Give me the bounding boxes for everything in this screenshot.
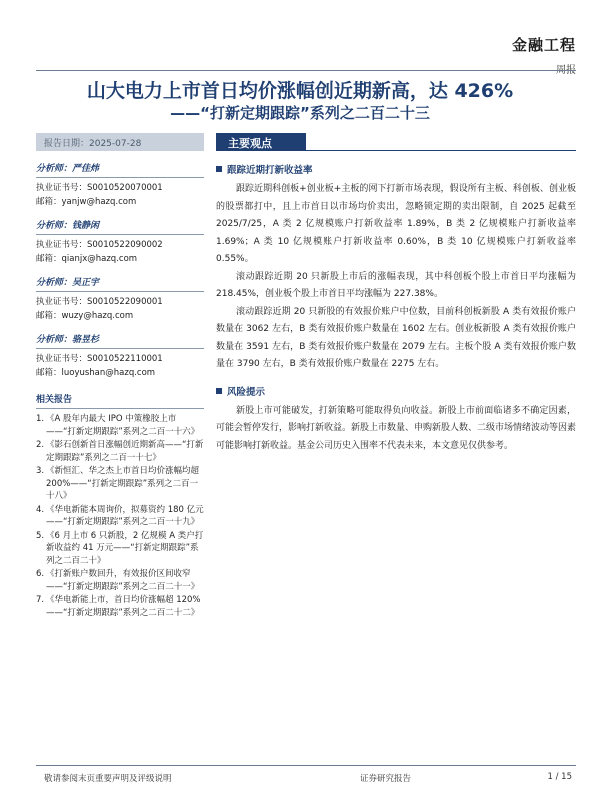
related-report-number: 1. <box>36 414 45 424</box>
body-paragraph: 新股上市可能破发，打新策略可能取得负向收益。新股上市前面临诸多不确定因素，可能会暂停发行，影响打新收益。新股上市数量、申购新股人数、二级市场情绪波动等因素可能影响打新收益。基金公司历史入围率不代表未来，本文意见仅供参考。 <box>216 405 577 451</box>
related-reports-list <box>36 413 204 619</box>
section-heading <box>216 384 576 398</box>
related-report-number: 3. <box>36 466 45 476</box>
related-report-text: 《6 月上市 6 只新股，2 亿规模 A 类户打新收益约 41 万元——“打新定期跟踪”系列之二百二十》 <box>46 530 204 566</box>
page-number: 1 / 15 <box>547 772 572 782</box>
analyst-name: 分析师：严佳炜 <box>36 158 204 178</box>
body-paragraph: 跟踪近期科创板+创业板+主板的网下打新市场表现，假设所有主板、科创板、创业板的股票都打中，且上市首日以市场均价卖出，忽略锁定期的卖出限制，自 2025 起截至 2025/7/25，A 类 2 亿规模账户打新收益率 1.89%，B 类 2 亿规模账户打新收益率 1.69%；A 类 10 亿规模账户打新收益率 0.60%，B 类 10 亿规模账户打新收益率 0.55%。 <box>216 184 576 264</box>
related-report-text: 《华电新能本周询价，拟募资约 180 亿元——“打新定期跟踪”系列之二百一十九》 <box>46 504 204 527</box>
related-report-item[interactable] <box>36 568 204 593</box>
report-date: 报告日期：2025-07-28 <box>36 133 204 151</box>
top-divider <box>36 70 576 71</box>
footer-disclaimer: 敬请参阅末页重要声明及评级说明 <box>44 774 172 784</box>
main-content <box>216 162 576 455</box>
related-report-text: 《A 股年内最大 IPO 中策橡胶上市——“打新定期跟踪”系列之二百一十六》 <box>46 414 200 437</box>
related-report-item[interactable] <box>36 413 204 438</box>
analyst-name: 分析师：吴正宇 <box>36 272 204 292</box>
related-reports-title: 相关报告 <box>36 392 204 409</box>
analyst-name: 分析师：骆昱杉 <box>36 329 204 349</box>
section-heading-text: 跟踪近期打新收益率 <box>227 165 313 176</box>
footer-doc-type: 证券研究报告 <box>360 774 412 784</box>
section-heading <box>216 162 576 176</box>
related-report-number: 5. <box>36 530 45 541</box>
analyst-cert: 执业证书号：S0010522090001 <box>36 297 163 307</box>
related-report-number: 6. <box>36 569 45 579</box>
footer-divider <box>36 765 576 766</box>
related-report-text: 《影石创新首日涨幅创近期新高——“打新定期跟踪”系列之二百一十七》 <box>46 440 204 463</box>
related-report-item[interactable] <box>36 530 204 568</box>
body-paragraph: 滚动跟踪近期 20 只新股上市后的涨幅表现，其中科创板个股上市首日平均涨幅为 218.45%，创业板个股上市首日平均涨幅为 227.38%。 <box>216 271 576 299</box>
analyst-email[interactable]: 邮箱：luoyushan@hazq.com <box>36 368 156 378</box>
analyst-card <box>36 158 204 209</box>
related-report-item[interactable] <box>36 594 204 619</box>
body-paragraph: 滚动跟踪近期 20 只新股的有效报价账户中位数，目前科创板新股 A 类有效报价账户数量在 3062 左右，B 类有效报价账户数量在 1602 左右。创业板新股 A 类有效报价账户数量在 3591 左右，B 类有效报价账户数量在 2079 左右。主板个股 A 类有效报价账户数量在 3790 左右，B 类有效报价账户数量在 2275 左右。 <box>216 306 576 369</box>
analyst-email[interactable]: 邮箱：qianjx@hazq.com <box>36 254 138 264</box>
analyst-email[interactable]: 邮箱：wuzy@hazq.com <box>36 311 134 321</box>
section-heading-text: 风险提示 <box>227 386 266 398</box>
related-report-number: 2. <box>36 440 45 450</box>
related-report-item[interactable] <box>36 465 204 503</box>
section-tab-key-points: 主要观点 <box>216 133 306 151</box>
brand-label: 金融工程 <box>511 36 576 54</box>
analyst-cert: 执业证书号：S0010520070001 <box>36 183 163 193</box>
sidebar <box>36 158 204 620</box>
analyst-name: 分析师：钱静闲 <box>36 215 204 235</box>
analyst-cert: 执业证书号：S0010522090002 <box>36 240 163 250</box>
related-report-item[interactable] <box>36 504 204 529</box>
analyst-cert: 执业证书号：S0010522110001 <box>36 354 163 364</box>
report-type-label: 周报 <box>556 65 576 76</box>
related-report-text: 《新恒汇、华之杰上市首日均价涨幅均超 200%——“打新定期跟踪”系列之二百一十八》 <box>46 466 200 501</box>
analyst-card <box>36 329 204 380</box>
square-bullet-icon <box>216 388 222 394</box>
square-bullet-icon <box>216 166 222 172</box>
related-report-number: 4. <box>36 504 45 515</box>
analyst-card <box>36 272 204 323</box>
related-report-text: 《华电新能上市，首日均价涨幅超 120%——“打新定期跟踪”系列之二百二十二》 <box>46 595 201 618</box>
section-divider <box>306 150 576 151</box>
report-subtitle: ——“打新定期跟踪”系列之二百二十三 <box>170 104 430 122</box>
related-report-text: 《打新账户数回升，有效报价区间收窄——“打新定期跟踪”系列之二百二十一》 <box>46 569 200 592</box>
related-report-number: 7. <box>36 595 45 605</box>
analyst-card <box>36 215 204 266</box>
analyst-email[interactable]: 邮箱：yanjw@hazq.com <box>36 197 137 207</box>
related-report-item[interactable] <box>36 439 204 464</box>
report-title: 山大电力上市首日均价涨幅创近期新高，达 426% <box>86 80 514 102</box>
